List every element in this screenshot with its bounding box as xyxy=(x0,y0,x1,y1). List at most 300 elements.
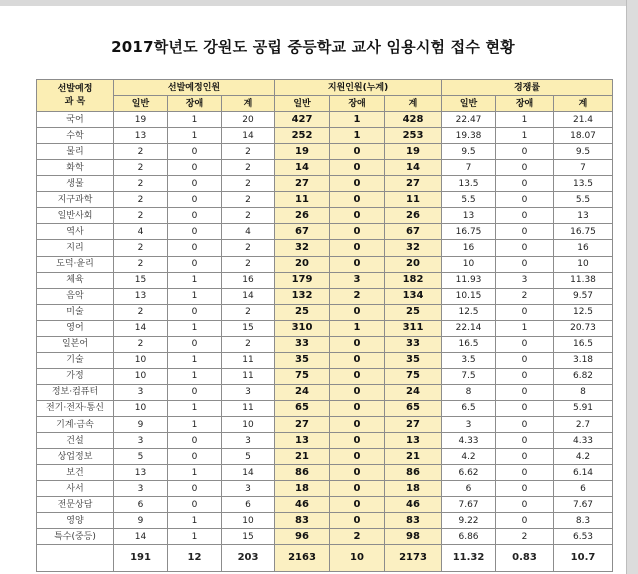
table-cell: 32 xyxy=(385,240,442,256)
table-cell: 13 xyxy=(114,288,168,304)
table-cell: 11 xyxy=(222,352,275,368)
table-cell: 0 xyxy=(330,497,385,513)
table-cell: 21 xyxy=(385,449,442,465)
table-cell: 86 xyxy=(275,465,330,481)
table-row xyxy=(37,208,613,224)
table-cell: 0 xyxy=(168,240,222,256)
subject-cell: 수학 xyxy=(37,128,114,144)
table-cell: 16.75 xyxy=(442,224,496,240)
subject-cell: 도덕·윤리 xyxy=(37,256,114,272)
subject-cell: 정보·컴퓨터 xyxy=(37,384,114,400)
table-cell: 9.57 xyxy=(554,288,613,304)
table-cell: 3 xyxy=(114,481,168,497)
table-cell: 0 xyxy=(496,400,554,416)
table-cell: 46 xyxy=(275,497,330,513)
table-cell: 6.82 xyxy=(554,368,613,384)
table-cell: 2 xyxy=(222,240,275,256)
table-row xyxy=(37,304,613,320)
table-cell: 16.75 xyxy=(554,224,613,240)
table-cell: 10 xyxy=(114,400,168,416)
table-cell: 15 xyxy=(222,320,275,336)
table-cell: 2 xyxy=(330,529,385,545)
table-cell: 13 xyxy=(385,433,442,449)
subject-cell: 기술 xyxy=(37,352,114,368)
table-cell: 6 xyxy=(554,481,613,497)
table-cell: 13 xyxy=(114,128,168,144)
table-cell: 4.33 xyxy=(442,433,496,449)
table-cell: 3 xyxy=(114,384,168,400)
table-cell: 75 xyxy=(275,368,330,384)
table-cell: 0 xyxy=(330,144,385,160)
ratio-disabled-header: 장애 xyxy=(496,96,554,112)
table-cell: 96 xyxy=(275,529,330,545)
subject-cell: 지구과학 xyxy=(37,192,114,208)
table-cell: 3 xyxy=(496,272,554,288)
table-cell: 35 xyxy=(275,352,330,368)
table-cell: 14 xyxy=(114,529,168,545)
ratio-total-header: 계 xyxy=(554,96,613,112)
table-cell: 7 xyxy=(442,160,496,176)
table-cell: 1 xyxy=(168,128,222,144)
table-cell: 5 xyxy=(114,449,168,465)
table-cell: 1 xyxy=(168,112,222,128)
table-cell: 1 xyxy=(168,272,222,288)
subject-cell: 전기·전자·통신 xyxy=(37,400,114,416)
table-cell: 2 xyxy=(496,529,554,545)
table-cell: 1 xyxy=(168,368,222,384)
planned-total-header: 계 xyxy=(222,96,275,112)
subject-cell: 일본어 xyxy=(37,336,114,352)
table-cell: 11 xyxy=(385,192,442,208)
table-cell: 2.7 xyxy=(554,416,613,432)
table-row xyxy=(37,433,613,449)
table-cell: 3 xyxy=(114,433,168,449)
subject-cell: 보건 xyxy=(37,465,114,481)
table-cell: 75 xyxy=(385,368,442,384)
table-cell: 2 xyxy=(222,144,275,160)
page-title: 2017학년도 강원도 공립 중등학교 교사 임용시험 접수 현황 xyxy=(111,38,515,56)
table-cell: 3 xyxy=(222,433,275,449)
total-cell: 191 xyxy=(114,545,168,572)
table-cell: 0 xyxy=(496,497,554,513)
table-cell: 179 xyxy=(275,272,330,288)
table-cell: 33 xyxy=(385,336,442,352)
table-cell: 16 xyxy=(442,240,496,256)
table-cell: 20 xyxy=(275,256,330,272)
table-cell: 6 xyxy=(442,481,496,497)
table-cell: 182 xyxy=(385,272,442,288)
table-cell: 0 xyxy=(330,336,385,352)
table-row xyxy=(37,449,613,465)
table-cell: 1 xyxy=(168,465,222,481)
subject-cell: 체육 xyxy=(37,272,114,288)
table-cell: 132 xyxy=(275,288,330,304)
table-row xyxy=(37,368,613,384)
subject-cell: 생물 xyxy=(37,176,114,192)
table-cell: 2 xyxy=(114,336,168,352)
table-cell: 11.93 xyxy=(442,272,496,288)
subject-cell: 미술 xyxy=(37,304,114,320)
table-body xyxy=(37,112,613,572)
table-cell: 9.22 xyxy=(442,513,496,529)
table-cell: 4.33 xyxy=(554,433,613,449)
table-cell: 0 xyxy=(330,384,385,400)
table-cell: 7 xyxy=(554,160,613,176)
table-cell: 2 xyxy=(222,160,275,176)
subject-cell: 지리 xyxy=(37,240,114,256)
table-row xyxy=(37,481,613,497)
table-cell: 3 xyxy=(442,416,496,432)
table-cell: 3 xyxy=(222,384,275,400)
table-row xyxy=(37,176,613,192)
table-cell: 3 xyxy=(330,272,385,288)
table-cell: 134 xyxy=(385,288,442,304)
table-cell: 0 xyxy=(168,192,222,208)
table-cell: 6.14 xyxy=(554,465,613,481)
table-cell: 0 xyxy=(330,160,385,176)
table-cell: 2 xyxy=(114,208,168,224)
table-cell: 83 xyxy=(275,513,330,529)
table-cell: 12.5 xyxy=(554,304,613,320)
applied-total-header: 계 xyxy=(385,96,442,112)
table-cell: 1 xyxy=(496,112,554,128)
table-cell: 11 xyxy=(222,368,275,384)
table-cell: 22.14 xyxy=(442,320,496,336)
table-row xyxy=(37,352,613,368)
table-cell: 2 xyxy=(222,208,275,224)
table-cell: 8 xyxy=(442,384,496,400)
table-cell: 15 xyxy=(222,529,275,545)
table-cell: 310 xyxy=(275,320,330,336)
table-cell: 1 xyxy=(168,513,222,529)
table-cell: 4 xyxy=(222,224,275,240)
table-cell: 27 xyxy=(385,176,442,192)
table-cell: 0 xyxy=(330,416,385,432)
table-cell: 16.5 xyxy=(442,336,496,352)
table-cell: 0 xyxy=(496,481,554,497)
table-cell: 20 xyxy=(222,112,275,128)
applied-disabled-header: 장애 xyxy=(330,96,385,112)
applied-general-header: 일반 xyxy=(275,96,330,112)
table-cell: 67 xyxy=(275,224,330,240)
table-cell: 1 xyxy=(330,320,385,336)
table-cell: 2 xyxy=(114,256,168,272)
table-cell: 0 xyxy=(330,449,385,465)
subject-cell: 국어 xyxy=(37,112,114,128)
table-cell: 14 xyxy=(114,320,168,336)
table-cell: 6.5 xyxy=(442,400,496,416)
table-cell: 10 xyxy=(114,368,168,384)
table-cell: 0 xyxy=(168,449,222,465)
table-cell: 10.15 xyxy=(442,288,496,304)
table-cell: 27 xyxy=(275,176,330,192)
subject-cell: 물리 xyxy=(37,144,114,160)
table-cell: 4 xyxy=(114,224,168,240)
table-row xyxy=(37,128,613,144)
table-cell: 5 xyxy=(222,449,275,465)
table-cell: 0 xyxy=(330,368,385,384)
total-cell: 203 xyxy=(222,545,275,572)
table-cell: 253 xyxy=(385,128,442,144)
subject-cell: 상업정보 xyxy=(37,449,114,465)
planned-disabled-header: 장애 xyxy=(168,96,222,112)
applied-group-header: 지원인원(누계) xyxy=(275,80,442,96)
table-row xyxy=(37,224,613,240)
table-cell: 14 xyxy=(275,160,330,176)
table-cell: 7.67 xyxy=(442,497,496,513)
table-cell: 19 xyxy=(275,144,330,160)
table-cell: 2 xyxy=(222,256,275,272)
total-cell: 0.83 xyxy=(496,545,554,572)
table-cell: 2 xyxy=(114,144,168,160)
subject-cell: 영어 xyxy=(37,320,114,336)
table-cell: 1 xyxy=(496,320,554,336)
table-cell: 0 xyxy=(496,304,554,320)
table-cell: 0 xyxy=(330,192,385,208)
table-cell: 0 xyxy=(496,256,554,272)
table-cell: 6.53 xyxy=(554,529,613,545)
table-cell: 0 xyxy=(496,352,554,368)
table-cell: 0 xyxy=(168,433,222,449)
table-cell: 98 xyxy=(385,529,442,545)
total-cell: 2173 xyxy=(385,545,442,572)
subject-header-line1: 선발예정 xyxy=(57,83,93,94)
subject-cell: 기계·금속 xyxy=(37,416,114,432)
table-cell: 16.5 xyxy=(554,336,613,352)
table-cell: 2 xyxy=(114,192,168,208)
subject-cell: 특수(중등) xyxy=(37,529,114,545)
table-row xyxy=(37,416,613,432)
table-cell: 13 xyxy=(275,433,330,449)
table-cell: 13 xyxy=(554,208,613,224)
table-cell: 0 xyxy=(496,176,554,192)
planned-group-header: 선발예정인원 xyxy=(114,80,275,96)
total-cell: 10 xyxy=(330,545,385,572)
table-cell: 46 xyxy=(385,497,442,513)
table-cell: 4.2 xyxy=(442,449,496,465)
subject-header-line2: 과 목 xyxy=(64,96,86,107)
table-cell: 11 xyxy=(222,400,275,416)
table-cell: 0 xyxy=(330,352,385,368)
subject-cell: 화학 xyxy=(37,160,114,176)
table-cell: 1 xyxy=(168,320,222,336)
total-cell: 2163 xyxy=(275,545,330,572)
table-row xyxy=(37,240,613,256)
table-cell: 0 xyxy=(330,240,385,256)
table-cell: 18.07 xyxy=(554,128,613,144)
table-row xyxy=(37,336,613,352)
table-cell: 21.4 xyxy=(554,112,613,128)
table-row xyxy=(37,192,613,208)
ratio-general-header: 일반 xyxy=(442,96,496,112)
planned-general-header: 일반 xyxy=(114,96,168,112)
table-cell: 0 xyxy=(496,208,554,224)
table-cell: 2 xyxy=(330,288,385,304)
table-cell: 0 xyxy=(330,481,385,497)
table-cell: 22.47 xyxy=(442,112,496,128)
vertical-scrollbar[interactable] xyxy=(626,0,638,574)
table-cell: 0 xyxy=(496,144,554,160)
table-row xyxy=(37,320,613,336)
subject-cell: 가정 xyxy=(37,368,114,384)
table-cell: 27 xyxy=(275,416,330,432)
table-row xyxy=(37,112,613,128)
subject-cell: 사서 xyxy=(37,481,114,497)
table-cell: 13 xyxy=(442,208,496,224)
table-cell: 13.5 xyxy=(442,176,496,192)
table-cell: 25 xyxy=(275,304,330,320)
table-cell: 16 xyxy=(222,272,275,288)
table-cell: 65 xyxy=(385,400,442,416)
table-cell: 14 xyxy=(222,288,275,304)
table-cell: 6 xyxy=(114,497,168,513)
table-cell: 7.67 xyxy=(554,497,613,513)
table-cell: 33 xyxy=(275,336,330,352)
table-cell: 65 xyxy=(275,400,330,416)
table-cell: 5.5 xyxy=(554,192,613,208)
table-cell: 18 xyxy=(385,481,442,497)
table-cell: 0 xyxy=(330,400,385,416)
table-cell: 24 xyxy=(385,384,442,400)
table-cell: 9.5 xyxy=(554,144,613,160)
table-row xyxy=(37,465,613,481)
table-cell: 13 xyxy=(114,465,168,481)
table-cell: 0 xyxy=(168,336,222,352)
table-cell: 9 xyxy=(114,416,168,432)
table-cell: 0 xyxy=(330,304,385,320)
total-cell: 12 xyxy=(168,545,222,572)
subject-cell: 전문상담 xyxy=(37,497,114,513)
table-cell: 0 xyxy=(168,224,222,240)
table-cell: 0 xyxy=(168,384,222,400)
table-row xyxy=(37,272,613,288)
table-cell: 10 xyxy=(442,256,496,272)
ratio-group-header: 경쟁률 xyxy=(442,80,613,96)
table-cell: 0 xyxy=(496,384,554,400)
table-cell: 14 xyxy=(222,465,275,481)
table-cell: 5.91 xyxy=(554,400,613,416)
table-cell: 0 xyxy=(168,304,222,320)
table-row xyxy=(37,256,613,272)
table-cell: 0 xyxy=(496,192,554,208)
subject-cell: 영양 xyxy=(37,513,114,529)
table-cell: 0 xyxy=(330,513,385,529)
table-cell: 0 xyxy=(496,465,554,481)
table-cell: 428 xyxy=(385,112,442,128)
table-cell: 1 xyxy=(330,112,385,128)
table-cell: 2 xyxy=(222,176,275,192)
table-row xyxy=(37,529,613,545)
table-cell: 10 xyxy=(222,416,275,432)
table-cell: 4.2 xyxy=(554,449,613,465)
table-cell: 67 xyxy=(385,224,442,240)
table-cell: 6 xyxy=(222,497,275,513)
table-cell: 1 xyxy=(168,352,222,368)
table-cell: 27 xyxy=(385,416,442,432)
table-row xyxy=(37,288,613,304)
table-cell: 7.5 xyxy=(442,368,496,384)
table-cell: 19 xyxy=(385,144,442,160)
table-cell: 2 xyxy=(222,336,275,352)
total-cell: 10.7 xyxy=(554,545,613,572)
table-cell: 0 xyxy=(496,416,554,432)
table-cell: 2 xyxy=(222,192,275,208)
table-cell: 32 xyxy=(275,240,330,256)
table-cell: 0 xyxy=(168,256,222,272)
table-cell: 0 xyxy=(168,144,222,160)
table-cell: 0 xyxy=(496,160,554,176)
table-cell: 8 xyxy=(554,384,613,400)
table-cell: 0 xyxy=(168,497,222,513)
table-row xyxy=(37,497,613,513)
table-cell: 6.62 xyxy=(442,465,496,481)
table-cell: 0 xyxy=(330,208,385,224)
table-cell: 6.86 xyxy=(442,529,496,545)
table-cell: 0 xyxy=(496,224,554,240)
subject-cell: 역사 xyxy=(37,224,114,240)
table-cell: 14 xyxy=(222,128,275,144)
table-cell: 0 xyxy=(496,240,554,256)
table-cell: 11.38 xyxy=(554,272,613,288)
table-cell: 19.38 xyxy=(442,128,496,144)
table-cell: 25 xyxy=(385,304,442,320)
table-cell: 2 xyxy=(496,288,554,304)
table-cell: 3.18 xyxy=(554,352,613,368)
table-cell: 0 xyxy=(168,481,222,497)
table-cell: 8.3 xyxy=(554,513,613,529)
window-top-edge xyxy=(0,0,638,6)
table-cell: 24 xyxy=(275,384,330,400)
table-cell: 0 xyxy=(330,176,385,192)
table-cell: 16 xyxy=(554,240,613,256)
application-status-table xyxy=(36,79,613,572)
table-cell: 15 xyxy=(114,272,168,288)
table-cell: 1 xyxy=(168,529,222,545)
total-label-cell xyxy=(37,545,114,572)
table-cell: 427 xyxy=(275,112,330,128)
table-cell: 2 xyxy=(114,160,168,176)
table-cell: 2 xyxy=(114,176,168,192)
table-cell: 0 xyxy=(496,449,554,465)
table-cell: 20.73 xyxy=(554,320,613,336)
table-cell: 2 xyxy=(222,304,275,320)
table-cell: 0 xyxy=(168,208,222,224)
table-row xyxy=(37,144,613,160)
table-cell: 311 xyxy=(385,320,442,336)
table-cell: 1 xyxy=(168,416,222,432)
table-cell: 20 xyxy=(385,256,442,272)
table-cell: 0 xyxy=(496,433,554,449)
table-row xyxy=(37,384,613,400)
table-cell: 1 xyxy=(168,288,222,304)
table-cell: 0 xyxy=(330,224,385,240)
table-cell: 0 xyxy=(168,160,222,176)
subject-cell: 음악 xyxy=(37,288,114,304)
table-cell: 18 xyxy=(275,481,330,497)
table-cell: 2 xyxy=(114,240,168,256)
table-cell: 0 xyxy=(496,368,554,384)
table-cell: 252 xyxy=(275,128,330,144)
subject-cell: 건설 xyxy=(37,433,114,449)
table-cell: 83 xyxy=(385,513,442,529)
table-cell: 0 xyxy=(330,433,385,449)
table-cell: 9.5 xyxy=(442,144,496,160)
table-cell: 12.5 xyxy=(442,304,496,320)
table-cell: 5.5 xyxy=(442,192,496,208)
table-cell: 10 xyxy=(554,256,613,272)
table-cell: 0 xyxy=(330,465,385,481)
table-cell: 0 xyxy=(496,513,554,529)
